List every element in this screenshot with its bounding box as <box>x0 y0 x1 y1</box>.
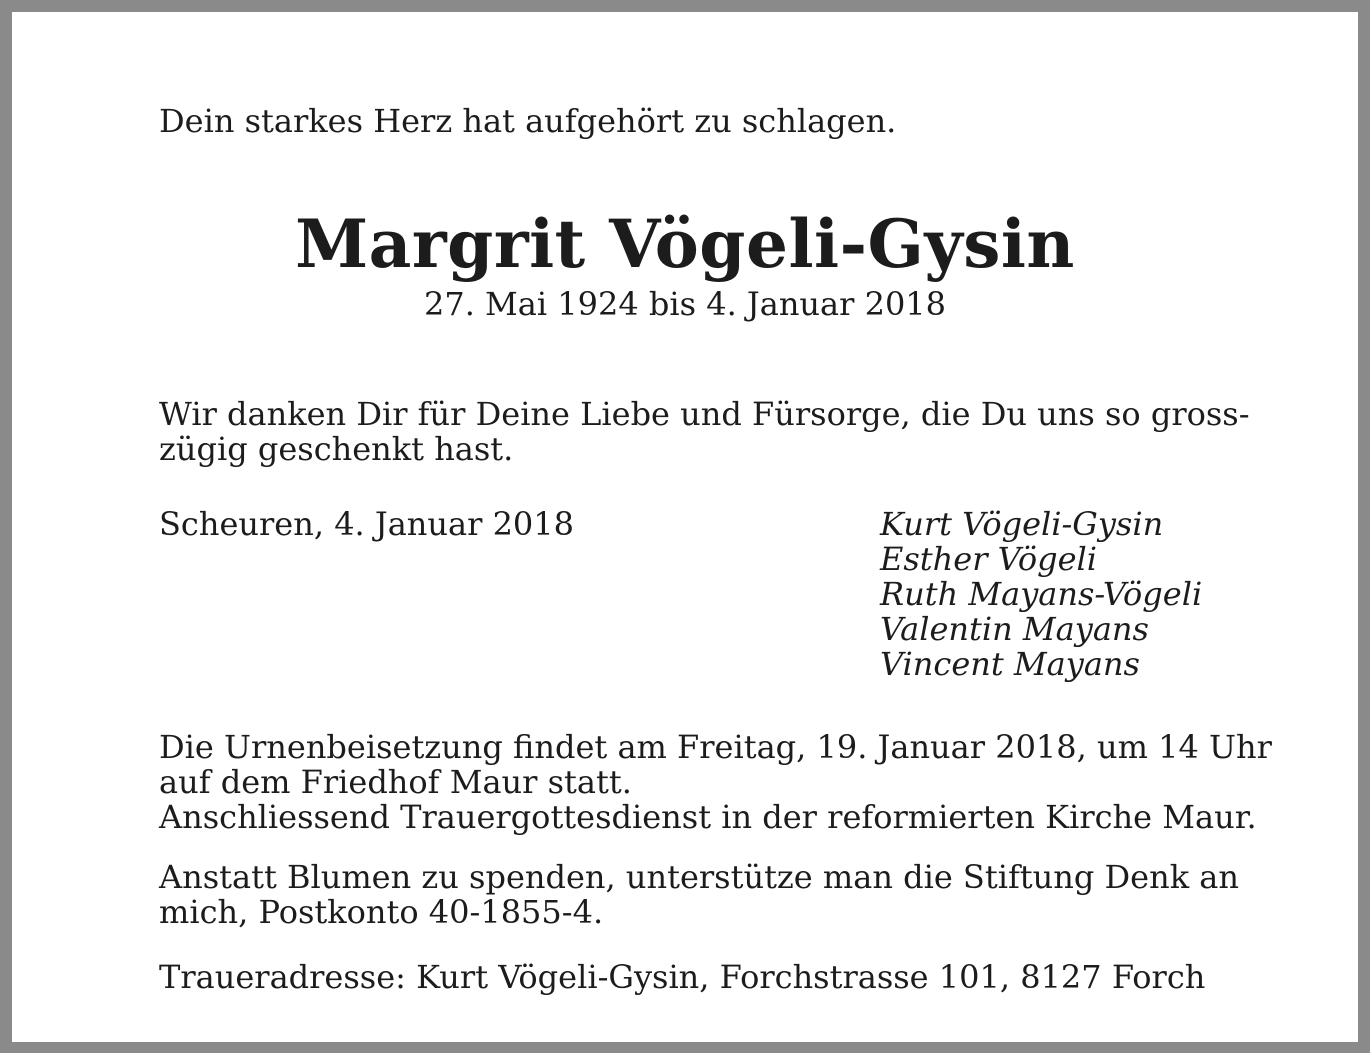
obituary-notice <box>12 12 1358 1042</box>
thanks-line: zügig geschenkt hast. <box>159 430 514 468</box>
ceremony-line: Die Urnenbeisetzung findet am Freitag, 19. Januar 2018, um 14 Uhr <box>159 728 1272 766</box>
mourner-name: Valentin Mayans <box>880 610 1149 648</box>
mourner-name: Kurt Vögeli-Gysin <box>880 505 1164 543</box>
mourning-address: Traueradresse: Kurt Vögeli-Gysin, Forchstrasse 101, 8127 Forch <box>159 958 1206 996</box>
thanks-paragraph <box>159 397 1250 467</box>
life-dates: 27. Mai 1924 bis 4. Januar 2018 <box>423 285 947 323</box>
deceased-name: Margrit Vögeli-Gysin <box>295 205 1075 283</box>
mourners-list <box>880 507 1202 682</box>
mourner-name: Esther Vögeli <box>880 540 1097 578</box>
intro-line: Dein starkes Herz hat aufgehört zu schlagen. <box>159 102 897 140</box>
ceremony-paragraph <box>159 730 1272 835</box>
mourner-name: Vincent Mayans <box>880 645 1140 683</box>
donation-line: mich, Postkonto 40-1855-4. <box>159 893 604 931</box>
ceremony-line: auf dem Friedhof Maur statt. <box>159 763 632 801</box>
place-date: Scheuren, 4. Januar 2018 <box>159 505 574 543</box>
donation-line: Anstatt Blumen zu spenden, unterstütze man die Stiftung Denk an <box>159 858 1239 896</box>
mourner-name: Ruth Mayans-Vögeli <box>880 575 1203 613</box>
donation-paragraph <box>159 860 1239 930</box>
thanks-line: Wir danken Dir für Deine Liebe und Fürsorge, die Du uns so gross- <box>159 395 1250 433</box>
ceremony-line: Anschliessend Trauergottesdienst in der reformierten Kirche Maur. <box>159 798 1257 836</box>
